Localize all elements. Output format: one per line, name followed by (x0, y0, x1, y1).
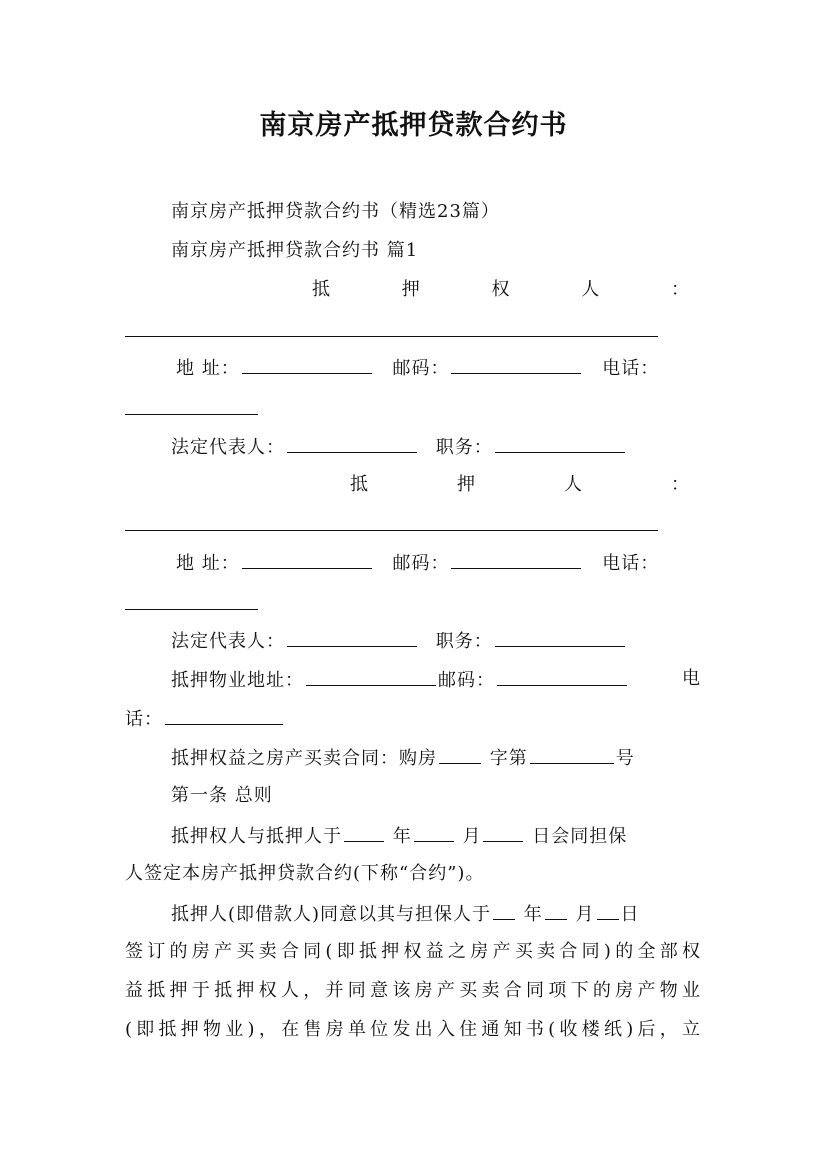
mortgagor-char-4: ： (671, 474, 690, 495)
mortgagor-label (350, 473, 690, 497)
property-address-blank (306, 667, 436, 686)
property-phone-blank (165, 706, 283, 725)
para1-line1-a: 抵押权人与抵押人于 (171, 826, 342, 847)
mortgagee-char-2: 押 (401, 279, 421, 300)
chapter-heading: 南京房产抵押贷款合约书 篇1 (171, 240, 419, 261)
property-phone-line (125, 706, 285, 732)
address-label-2: 地 址： (176, 553, 240, 574)
contract-suffix: 号 (615, 748, 635, 769)
mortgagee-label (312, 278, 690, 302)
mortgagor-char-1: 抵 (350, 474, 369, 495)
mortgagor-char-2: 押 (457, 474, 476, 495)
postcode-blank-2 (451, 550, 581, 569)
phone-label-2: 电话： (602, 553, 660, 574)
postcode-label-3: 邮码： (438, 670, 495, 691)
phone-blank-2 (125, 609, 258, 610)
position-label-2: 职务： (435, 631, 493, 652)
postcode-label: 邮码： (392, 358, 450, 379)
contract-blank-2 (530, 745, 614, 764)
legal-rep-label: 法定代表人： (171, 437, 285, 458)
mortgagor-char-3: 人 (564, 474, 583, 495)
para2-line3: 益抵押于抵押权人，并同意该房产买卖合同项下的房产物业 (125, 980, 701, 1001)
document-title: 南京房产抵押贷款合约书 (259, 110, 568, 141)
property-address-label: 抵押物业地址： (171, 670, 304, 691)
contract-prefix: 抵押权益之房产买卖合同：购房 (171, 748, 437, 769)
address-label: 地 址： (176, 358, 240, 379)
para1-year-blank (344, 823, 384, 842)
para2-day-blank (597, 901, 619, 920)
mortgagee-blank (125, 336, 658, 337)
mortgagee-char-5: ： (671, 279, 690, 300)
phone-label: 电话： (602, 358, 660, 379)
para2-month-blank (545, 901, 567, 920)
mortgagor-rep-line (171, 628, 627, 654)
para2-line4: (即抵押物业)，在售房单位发出入住通知书(收楼纸)后，立 (125, 1019, 701, 1040)
position-blank (495, 434, 625, 453)
para2-line1-d: 日 (620, 904, 640, 925)
legal-rep-blank (287, 434, 417, 453)
mortgagee-rep-line (171, 434, 627, 460)
mortgagee-char-4: 人 (581, 279, 601, 300)
para2-year-blank (493, 901, 515, 920)
article-1-heading: 第一条 总则 (171, 785, 273, 806)
position-blank-2 (495, 628, 625, 647)
legal-rep-label-2: 法定代表人： (171, 631, 285, 652)
mortgagee-char-3: 权 (491, 279, 511, 300)
para2-line1 (171, 901, 640, 927)
property-address-line (171, 667, 629, 693)
para2-line1-b: 年 (523, 904, 543, 925)
mortgagee-contact-line (176, 355, 659, 381)
para1-line1-b: 年 (392, 826, 412, 847)
position-label: 职务： (435, 437, 493, 458)
mortgagee-char-1: 抵 (312, 279, 331, 300)
postcode-label-2: 邮码： (392, 553, 450, 574)
mortgagor-contact-line (176, 550, 659, 576)
para2-line2: 签订的房产买卖合同(即抵押权益之房产买卖合同)的全部权 (125, 941, 701, 962)
phone-char-2: 话： (125, 709, 163, 730)
para2-line1-c: 月 (575, 904, 595, 925)
address-blank-2 (242, 550, 372, 569)
phone-char-1: 电 (682, 668, 701, 689)
contract-line (171, 745, 635, 771)
document-subtitle: 南京房产抵押贷款合约书（精选23篇） (171, 201, 500, 222)
para1-line1-d: 日会同担保 (532, 826, 628, 847)
postcode-blank (451, 355, 581, 374)
para1-day-blank (483, 823, 523, 842)
postcode-blank-3 (497, 667, 627, 686)
para1-line1-c: 月 (462, 826, 482, 847)
mortgagor-blank (125, 530, 658, 531)
para1-month-blank (414, 823, 454, 842)
para1-line1 (171, 823, 627, 849)
contract-blank-1 (439, 745, 481, 764)
legal-rep-blank-2 (287, 628, 417, 647)
para2-line1-a: 抵押人(即借款人)同意以其与担保人于 (171, 904, 492, 925)
para1-line2: 人签定本房产抵押贷款合约(下称“合约”)。 (125, 863, 485, 884)
address-blank (242, 355, 372, 374)
contract-mid: 字第 (489, 748, 528, 769)
phone-blank (125, 414, 258, 415)
